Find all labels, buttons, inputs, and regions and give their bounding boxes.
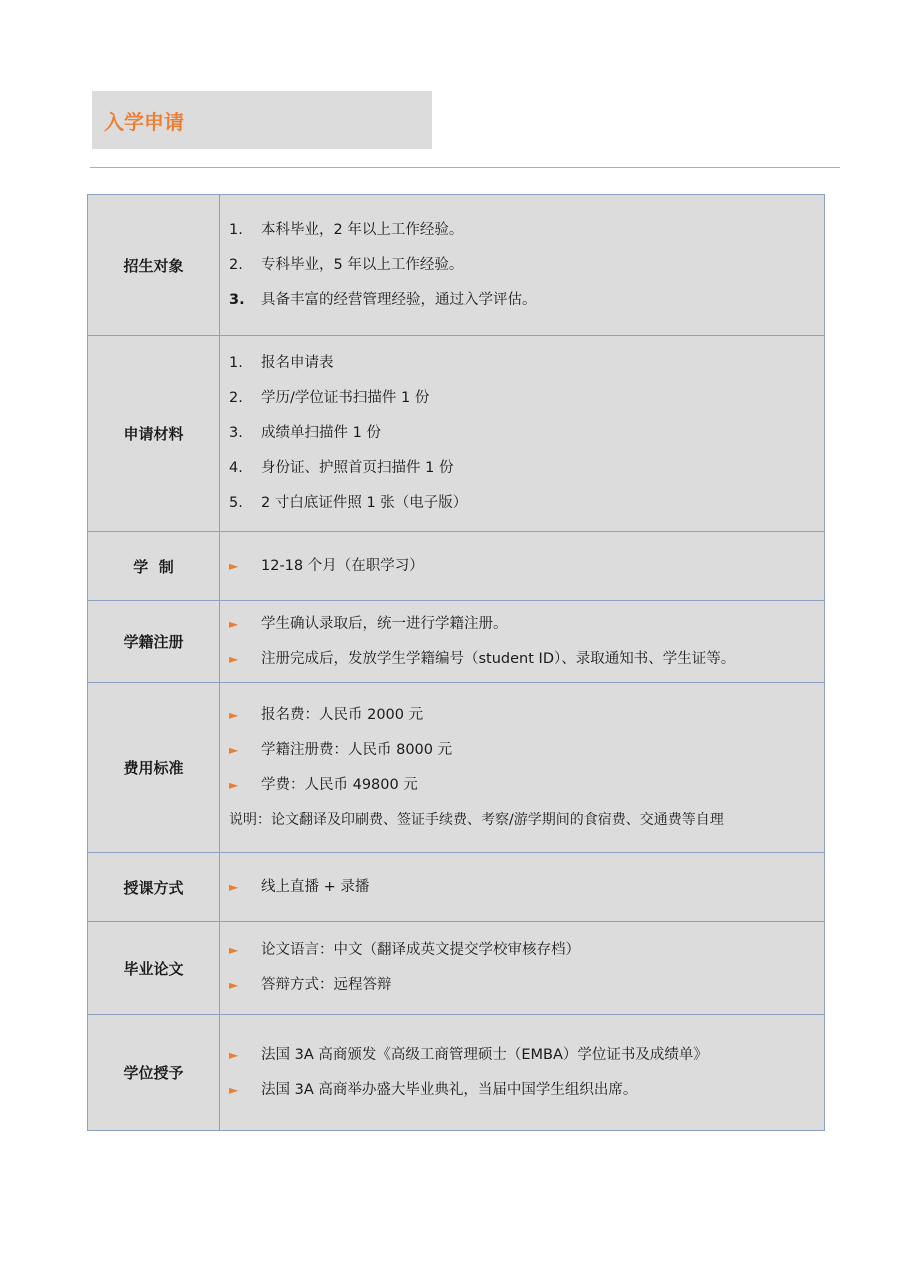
list-item	[229, 968, 824, 1003]
item-text: 专科毕业，5 年以上工作经验。	[261, 256, 464, 273]
admission-table	[87, 194, 825, 1131]
list-item	[229, 933, 824, 968]
bullet-arrow-icon: ►	[229, 978, 239, 992]
list-item	[229, 870, 824, 905]
list-item	[229, 642, 824, 677]
row-content	[220, 1015, 825, 1131]
section-title: 入学申请	[104, 109, 184, 134]
item-text: 报名申请表	[261, 355, 334, 371]
item-text: 论文语言：中文（翻译成英文提交学校审核存档）	[261, 942, 580, 958]
list-item	[229, 283, 824, 318]
table-row-fees	[88, 683, 825, 853]
list-item	[229, 1073, 824, 1108]
list-item	[229, 733, 824, 768]
list-item	[229, 549, 824, 584]
item-text: 法国 3A 高商举办盛大毕业典礼，当届中国学生组织出席。	[261, 1081, 638, 1098]
bullet-arrow-icon: ►	[229, 742, 239, 757]
item-text: 成绩单扫描件 1 份	[261, 425, 381, 441]
row-content	[220, 853, 825, 922]
row-label: 招生对象	[88, 195, 220, 336]
item-text: 线上直播 + 录播	[261, 878, 370, 895]
bullet-arrow-icon: ►	[229, 879, 239, 894]
list-item	[229, 698, 824, 733]
item-text: 法国 3A 高商颁发《高级工商管理硕士（EMBA）学位证书及成绩单》	[261, 1046, 708, 1063]
table-row-degree	[88, 1015, 825, 1131]
item-text: 2 寸白底证件照 1 张（电子版）	[261, 495, 468, 511]
list-item	[229, 416, 824, 451]
bullet-arrow-icon: ►	[229, 651, 239, 666]
item-text: 答辩方式：远程答辩	[261, 977, 392, 993]
row-content	[220, 922, 825, 1015]
table-row-materials	[88, 336, 825, 532]
bullet-arrow-icon: ►	[229, 558, 239, 573]
row-content	[220, 601, 825, 683]
table-row-registration	[88, 601, 825, 683]
bullet-arrow-icon: ►	[229, 943, 239, 957]
list-item	[229, 381, 824, 416]
list-item	[229, 248, 824, 283]
list-item	[229, 213, 824, 248]
fee-note-text: 说明：论文翻译及印刷费、签证手续费、考察/游学期间的食宿费、交通费等自理	[229, 811, 724, 828]
list-item	[229, 451, 824, 486]
item-text: 学籍注册费：人民币 8000 元	[261, 741, 453, 758]
item-number: 4.	[229, 460, 243, 476]
row-label: 学位授予	[88, 1015, 220, 1131]
bullet-arrow-icon: ►	[229, 1082, 239, 1097]
row-label: 学籍注册	[88, 601, 220, 683]
item-number: 2.	[229, 256, 243, 273]
item-text: 注册完成后，发放学生学籍编号（student ID）、录取通知书、学生证等。	[261, 650, 736, 667]
row-content	[220, 683, 825, 853]
item-number: 2.	[229, 390, 243, 406]
bullet-arrow-icon: ►	[229, 616, 239, 631]
section-title-box	[92, 91, 432, 149]
item-text: 身份证、护照首页扫描件 1 份	[261, 460, 454, 476]
row-label: 学 制	[88, 532, 220, 601]
row-label: 申请材料	[88, 336, 220, 532]
list-item	[229, 1038, 824, 1073]
list-item	[229, 346, 824, 381]
table-row-teaching-mode	[88, 853, 825, 922]
fee-note	[229, 803, 824, 838]
list-item	[229, 768, 824, 803]
item-text: 本科毕业，2 年以上工作经验。	[261, 221, 464, 238]
bullet-arrow-icon: ►	[229, 1047, 239, 1062]
item-text: 具备丰富的经营管理经验，通过入学评估。	[261, 291, 537, 308]
item-number: 5.	[229, 495, 243, 511]
list-item	[229, 607, 824, 642]
item-number: 1.	[229, 221, 243, 238]
row-label: 毕业论文	[88, 922, 220, 1015]
item-text: 学生确认录取后，统一进行学籍注册。	[261, 615, 508, 632]
bullet-arrow-icon: ►	[229, 707, 239, 722]
row-content	[220, 195, 825, 336]
item-number: 1.	[229, 355, 243, 371]
item-number: 3.	[229, 291, 245, 308]
item-number: 3.	[229, 425, 243, 441]
list-item	[229, 486, 824, 521]
row-label: 授课方式	[88, 853, 220, 922]
item-text: 12-18 个月（在职学习）	[261, 557, 424, 574]
title-divider	[90, 167, 840, 168]
row-content	[220, 532, 825, 601]
item-text: 学历/学位证书扫描件 1 份	[261, 390, 430, 406]
table-row-thesis	[88, 922, 825, 1015]
row-content	[220, 336, 825, 532]
table-row-target-students	[88, 195, 825, 336]
table-row-duration	[88, 532, 825, 601]
item-text: 学费：人民币 49800 元	[261, 776, 418, 793]
bullet-arrow-icon: ►	[229, 777, 239, 792]
row-label: 费用标准	[88, 683, 220, 853]
item-text: 报名费：人民币 2000 元	[261, 706, 424, 723]
